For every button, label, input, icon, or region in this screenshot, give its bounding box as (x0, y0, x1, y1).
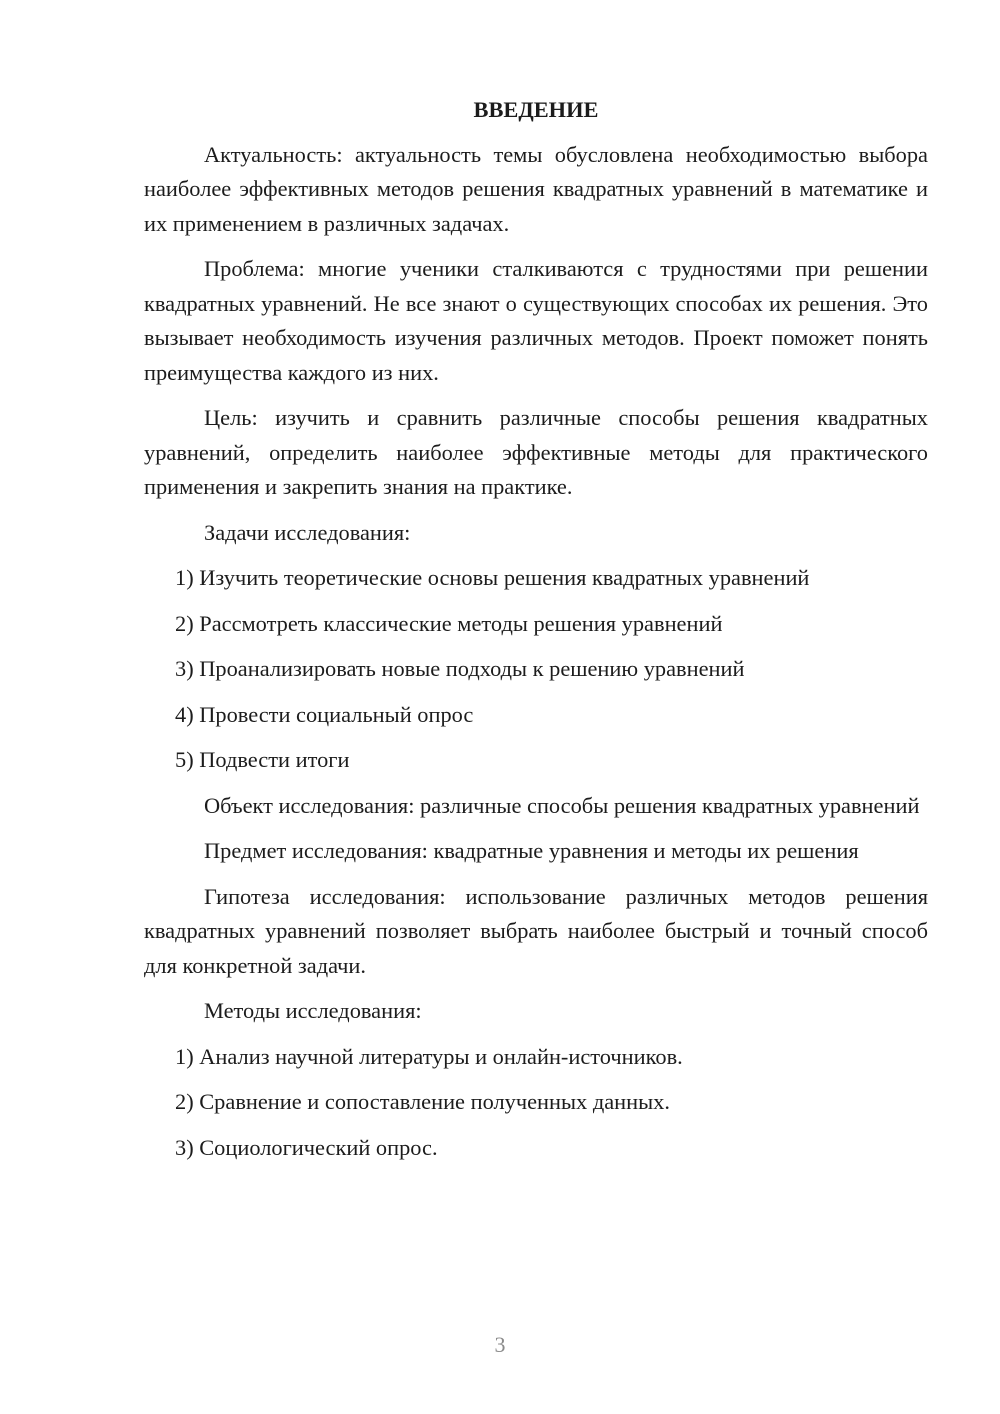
page-number: 3 (494, 1332, 506, 1357)
method-item: 2) Сравнение и сопоставление полученных данных. (175, 1089, 670, 1114)
hypothesis-paragraph: Гипотеза исследования: использование различных методов решения квадратных уравнений позволяет выбрать наиболее быстрый и точный способ для конкретной задачи. (144, 883, 928, 978)
page-title: ВВЕДЕНИЕ (473, 97, 599, 122)
problem-paragraph: Проблема: многие ученики сталкиваются с трудностями при решении квадратных уравнений. Не все знают о существующих способах их решения. Это вызывает необходимость изучения различных методов. Проект поможет понять преимущества каждого из них. (144, 256, 928, 385)
page-content (144, 93, 928, 1176)
subject-paragraph: Предмет исследования: квадратные уравнения и методы их решения (204, 838, 859, 863)
goal-paragraph: Цель: изучить и сравнить различные способы решения квадратных уравнений, определить наиболее эффективные методы для практического применения и закрепить знания на практике. (144, 405, 928, 499)
task-item: 4) Провести социальный опрос (175, 701, 474, 727)
task-item: 5) Подвести итоги (175, 747, 350, 772)
object-paragraph: Объект исследования: различные способы решения квадратных уравнений (204, 792, 920, 818)
task-item: 3) Проанализировать новые подходы к решению уравнений (175, 656, 745, 681)
method-item: 1) Анализ научной литературы и онлайн-источников. (175, 1043, 683, 1069)
task-item: 1) Изучить теоретические основы решения квадратных уравнений (175, 565, 810, 590)
relevance-paragraph: Актуальность: актуальность темы обусловлена необходимостью выбора наиболее эффективных методов решения квадратных уравнений в математике и их применением в различных задачах. (144, 141, 928, 236)
method-item: 3) Социологический опрос. (175, 1134, 438, 1160)
tasks-label: Задачи исследования: (204, 519, 411, 545)
task-item: 2) Рассмотреть классические методы решения уравнений (175, 610, 723, 636)
methods-label: Методы исследования: (204, 998, 422, 1023)
